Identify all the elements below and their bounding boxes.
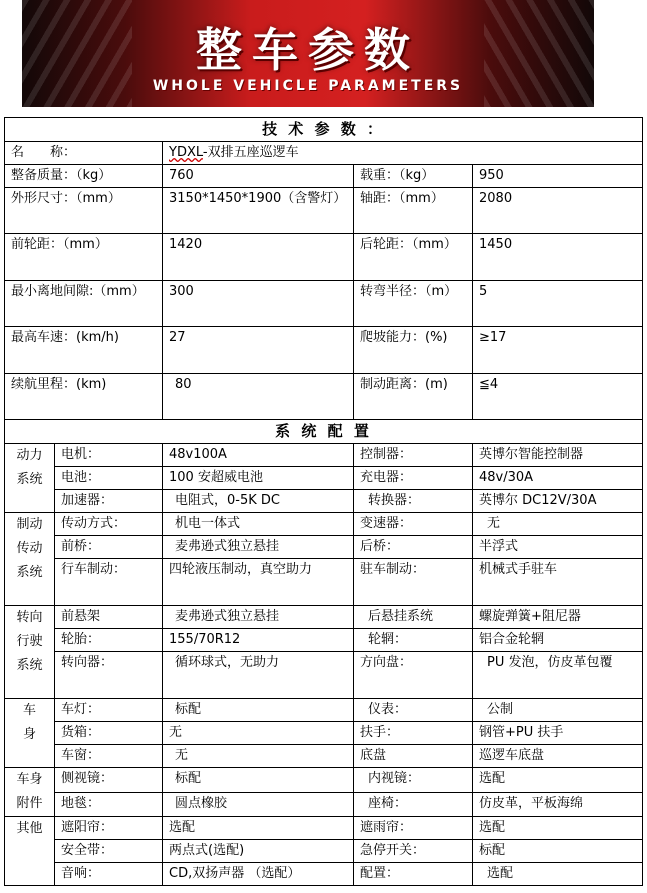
spec-label: 载重：（kg） bbox=[354, 165, 473, 188]
group-label-brake: 制动 传动 系统 bbox=[5, 513, 55, 606]
config-value: 循环球式，无助力 bbox=[163, 652, 354, 699]
config-label: 轮胎： bbox=[55, 629, 163, 652]
config-value: 螺旋弹簧+阻尼器 bbox=[473, 606, 643, 629]
table-row bbox=[5, 490, 643, 513]
table-row bbox=[5, 467, 643, 490]
spec-value: 2080 bbox=[473, 188, 643, 234]
config-value: 48v/30A bbox=[473, 467, 643, 490]
table-row bbox=[5, 817, 643, 840]
banner-subtitle: WHOLE VEHICLE PARAMETERS bbox=[152, 78, 464, 94]
config-label: 变速器： bbox=[354, 513, 473, 536]
config-value: 无 bbox=[473, 513, 643, 536]
spec-label: 最高车速：(km/h) bbox=[5, 327, 163, 374]
table-row bbox=[5, 863, 643, 886]
config-value: 无 bbox=[163, 722, 354, 745]
spec-label: 爬坡能力：(%) bbox=[354, 327, 473, 374]
config-value: 机械式手驻车 bbox=[473, 559, 643, 606]
config-label: 转换器： bbox=[354, 490, 473, 513]
spec-label: 轴距：（mm） bbox=[354, 188, 473, 234]
config-value: 标配 bbox=[163, 699, 354, 722]
table-row bbox=[5, 444, 643, 467]
config-label: 货箱： bbox=[55, 722, 163, 745]
config-heading: 系 统 配 置 bbox=[5, 420, 643, 444]
name-label: 名 称： bbox=[5, 142, 163, 165]
config-value: 麦弗逊式独立悬挂 bbox=[163, 606, 354, 629]
spec-value: 3150*1450*1900（含警灯） bbox=[163, 188, 354, 234]
table-row bbox=[5, 234, 643, 281]
config-value: 公制 bbox=[473, 699, 643, 722]
spec-value: 80 bbox=[163, 374, 354, 420]
spec-value: ≥17 bbox=[473, 327, 643, 374]
config-label: 内视镜： bbox=[354, 768, 473, 793]
config-label: 扶手： bbox=[354, 722, 473, 745]
config-label: 加速器： bbox=[55, 490, 163, 513]
config-label: 驻车制动： bbox=[354, 559, 473, 606]
spec-label: 前轮距：（mm） bbox=[5, 234, 163, 281]
table-row bbox=[5, 699, 643, 722]
config-label: 行车制动： bbox=[55, 559, 163, 606]
config-label: 配置： bbox=[354, 863, 473, 886]
config-value: 48v100A bbox=[163, 444, 354, 467]
config-heading-row bbox=[5, 420, 643, 444]
config-label: 车窗： bbox=[55, 745, 163, 768]
config-label: 方向盘： bbox=[354, 652, 473, 699]
table-row bbox=[5, 606, 643, 629]
spec-label: 续航里程：(km) bbox=[5, 374, 163, 420]
config-value: 选配 bbox=[473, 817, 643, 840]
name-value-rest: -双排五座巡逻车 bbox=[202, 145, 299, 160]
table-row bbox=[5, 559, 643, 606]
spec-value: 760 bbox=[163, 165, 354, 188]
table-row bbox=[5, 536, 643, 559]
config-label: 后悬挂系统 bbox=[354, 606, 473, 629]
config-value: 钢管+PU 扶手 bbox=[473, 722, 643, 745]
config-value: 英博尔智能控制器 bbox=[473, 444, 643, 467]
group-label-accessories: 车身 附件 bbox=[5, 768, 55, 817]
config-label: 充电器： bbox=[354, 467, 473, 490]
config-label: 控制器： bbox=[354, 444, 473, 467]
spec-value: ≦4 bbox=[473, 374, 643, 420]
name-value bbox=[163, 142, 643, 165]
config-label: 传动方式： bbox=[55, 513, 163, 536]
config-value: 标配 bbox=[473, 840, 643, 863]
config-value: 铝合金轮辋 bbox=[473, 629, 643, 652]
spec-label: 后轮距：（mm） bbox=[354, 234, 473, 281]
table-row bbox=[5, 188, 643, 234]
table-row bbox=[5, 281, 643, 327]
group-label-other: 其他 bbox=[5, 817, 55, 886]
spec-value: 950 bbox=[473, 165, 643, 188]
config-label: 遮阳帘： bbox=[55, 817, 163, 840]
table-row bbox=[5, 792, 643, 817]
table-row bbox=[5, 629, 643, 652]
table-row bbox=[5, 142, 643, 165]
tech-heading: 技 术 参 数 ： bbox=[5, 118, 643, 142]
config-label: 电机： bbox=[55, 444, 163, 467]
spec-value: 1420 bbox=[163, 234, 354, 281]
table-row bbox=[5, 327, 643, 374]
config-value: 四轮液压制动，真空助力 bbox=[163, 559, 354, 606]
config-value: 155/70R12 bbox=[163, 629, 354, 652]
config-label: 地毯： bbox=[55, 792, 163, 817]
config-value: 麦弗逊式独立悬挂 bbox=[163, 536, 354, 559]
spec-label: 整备质量：（kg） bbox=[5, 165, 163, 188]
group-label-steer: 转向 行驶 系统 bbox=[5, 606, 55, 699]
spec-label: 最小离地间隙:（mm） bbox=[5, 281, 163, 327]
spec-value: 300 bbox=[163, 281, 354, 327]
table-row bbox=[5, 165, 643, 188]
config-value: 选配 bbox=[473, 768, 643, 793]
config-value: CD,双扬声器 （选配） bbox=[163, 863, 354, 886]
spec-value: 27 bbox=[163, 327, 354, 374]
table-row bbox=[5, 513, 643, 536]
config-value: 巡逻车底盘 bbox=[473, 745, 643, 768]
config-value: 两点式(选配) bbox=[163, 840, 354, 863]
table-row bbox=[5, 745, 643, 768]
config-value: 电阻式，0-5K DC bbox=[163, 490, 354, 513]
spec-value: 5 bbox=[473, 281, 643, 327]
config-label: 转向器： bbox=[55, 652, 163, 699]
config-label: 安全带： bbox=[55, 840, 163, 863]
config-label: 前悬架 bbox=[55, 606, 163, 629]
config-label: 车灯： bbox=[55, 699, 163, 722]
config-label: 遮雨帘： bbox=[354, 817, 473, 840]
config-value: 无 bbox=[163, 745, 354, 768]
config-value: 标配 bbox=[163, 768, 354, 793]
config-label: 急停开关： bbox=[354, 840, 473, 863]
config-label: 后桥： bbox=[354, 536, 473, 559]
banner-title: 整车参数 bbox=[196, 23, 420, 77]
config-label: 仪表： bbox=[354, 699, 473, 722]
table-row bbox=[5, 374, 643, 420]
config-value: 仿皮革，平板海绵 bbox=[473, 792, 643, 817]
config-value: 半浮式 bbox=[473, 536, 643, 559]
table-row bbox=[5, 652, 643, 699]
config-value: 选配 bbox=[473, 863, 643, 886]
config-value: 英博尔 DC12V/30A bbox=[473, 490, 643, 513]
name-value-code: YDXL bbox=[169, 145, 203, 160]
config-label: 音响： bbox=[55, 863, 163, 886]
config-label: 底盘 bbox=[354, 745, 473, 768]
spec-value: 1450 bbox=[473, 234, 643, 281]
config-label: 侧视镜： bbox=[55, 768, 163, 793]
spec-label: 制动距离：(m) bbox=[354, 374, 473, 420]
group-label-power: 动力 系统 bbox=[5, 444, 55, 513]
header-banner bbox=[22, 0, 594, 107]
group-label-body: 车 身 bbox=[5, 699, 55, 768]
config-label: 轮辋： bbox=[354, 629, 473, 652]
spec-label: 外形尺寸：（mm） bbox=[5, 188, 163, 234]
config-value: PU 发泡，仿皮革包覆 bbox=[473, 652, 643, 699]
tech-heading-row bbox=[5, 118, 643, 142]
config-label: 座椅： bbox=[354, 792, 473, 817]
spec-table bbox=[4, 117, 643, 886]
config-label: 前桥： bbox=[55, 536, 163, 559]
table-row bbox=[5, 768, 643, 793]
spec-label: 转弯半径：（m） bbox=[354, 281, 473, 327]
table-row bbox=[5, 722, 643, 745]
config-value: 选配 bbox=[163, 817, 354, 840]
config-value: 圆点橡胶 bbox=[163, 792, 354, 817]
config-label: 电池： bbox=[55, 467, 163, 490]
config-value: 100 安超威电池 bbox=[163, 467, 354, 490]
table-row bbox=[5, 840, 643, 863]
config-value: 机电一体式 bbox=[163, 513, 354, 536]
